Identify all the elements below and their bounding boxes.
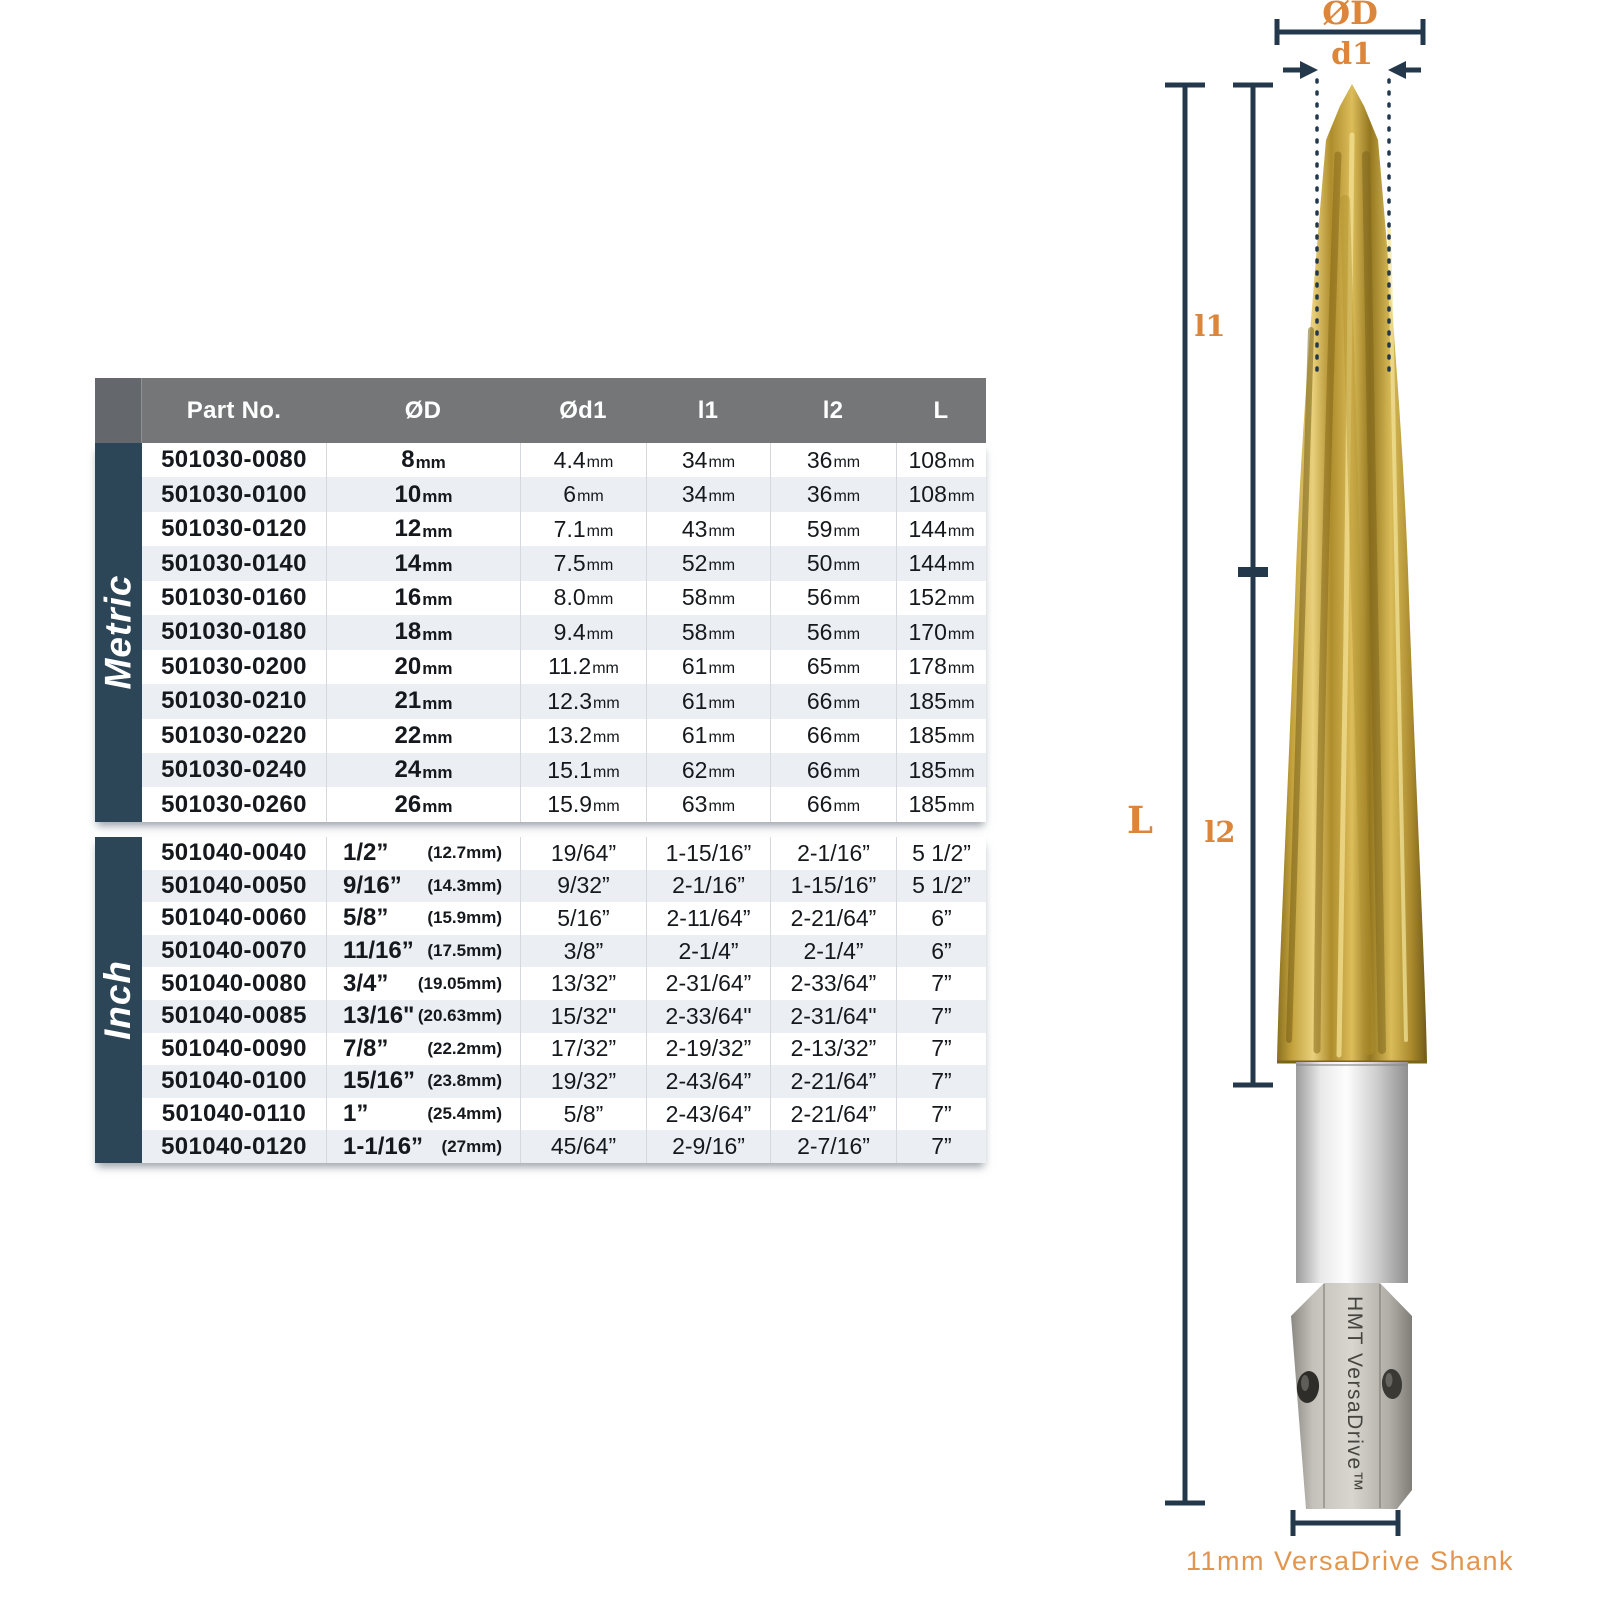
cell-d1: 19/64” bbox=[520, 837, 646, 870]
cell-od: 18 mm bbox=[326, 615, 520, 649]
cell-l2: 56 mm bbox=[770, 581, 896, 615]
cell-part-no: 501030-0140 bbox=[142, 546, 326, 580]
cell-l2: 50 mm bbox=[770, 546, 896, 580]
cell-len: 7” bbox=[896, 1130, 986, 1163]
cell-l1: 61 mm bbox=[646, 650, 770, 684]
cell-part-no: 501030-0080 bbox=[142, 443, 326, 477]
cell-od: 8 mm bbox=[326, 443, 520, 477]
cell-od: 14 mm bbox=[326, 546, 520, 580]
cell-len: 7” bbox=[896, 1000, 986, 1033]
dim-label-l2: l2 bbox=[1204, 815, 1236, 849]
cell-l1: 43 mm bbox=[646, 512, 770, 546]
cell-od: 21 mm bbox=[326, 684, 520, 718]
cell-l2: 2-21/64” bbox=[770, 1065, 896, 1098]
cell-len: 108 mm bbox=[896, 443, 986, 477]
cell-d1: 11.2 mm bbox=[520, 650, 646, 684]
metric-spec-table bbox=[95, 378, 986, 822]
shank-brand-text: HMT VersaDrive™ bbox=[1343, 1296, 1366, 1494]
cell-l1: 61 mm bbox=[646, 684, 770, 718]
cell-len: 170 mm bbox=[896, 615, 986, 649]
cell-od: 26 mm bbox=[326, 787, 520, 821]
cell-od: 13/16" (20.63mm) bbox=[326, 1000, 520, 1033]
cell-od: 16 mm bbox=[326, 581, 520, 615]
cell-part-no: 501030-0260 bbox=[142, 787, 326, 821]
cell-l1: 2-1/16” bbox=[646, 870, 770, 903]
cell-d1: 5/8” bbox=[520, 1098, 646, 1131]
cell-len: 108 mm bbox=[896, 477, 986, 511]
side-tab-inch bbox=[95, 837, 142, 1163]
cell-l1: 2-31/64” bbox=[646, 967, 770, 1000]
cell-l2: 2-1/16” bbox=[770, 837, 896, 870]
cell-od: 1” (25.4mm) bbox=[326, 1098, 520, 1131]
cell-l1: 61 mm bbox=[646, 719, 770, 753]
cell-l1: 52 mm bbox=[646, 546, 770, 580]
cell-len: 185 mm bbox=[896, 719, 986, 753]
cell-l1: 34 mm bbox=[646, 443, 770, 477]
cell-part-no: 501030-0160 bbox=[142, 581, 326, 615]
cell-od: 5/8” (15.9mm) bbox=[326, 902, 520, 935]
cell-od: 1-1/16” (27mm) bbox=[326, 1130, 520, 1163]
cell-od: 15/16” (23.8mm) bbox=[326, 1065, 520, 1098]
cell-d1: 3/8” bbox=[520, 935, 646, 968]
cell-part-no: 501030-0200 bbox=[142, 650, 326, 684]
cell-part-no: 501030-0120 bbox=[142, 512, 326, 546]
header-corner bbox=[95, 378, 142, 443]
cell-len: 5 1/2” bbox=[896, 837, 986, 870]
cell-part-no: 501030-0240 bbox=[142, 753, 326, 787]
cell-len: 185 mm bbox=[896, 787, 986, 821]
table-header-row bbox=[95, 378, 986, 443]
cell-l1: 1-15/16” bbox=[646, 837, 770, 870]
cell-l2: 66 mm bbox=[770, 787, 896, 821]
cell-l1: 2-43/64” bbox=[646, 1065, 770, 1098]
cell-part-no: 501030-0220 bbox=[142, 719, 326, 753]
cell-od: 9/16” (14.3mm) bbox=[326, 870, 520, 903]
dim-label-total-length: L bbox=[1126, 798, 1153, 842]
cell-d1: 9/32” bbox=[520, 870, 646, 903]
cell-d1: 17/32” bbox=[520, 1033, 646, 1066]
cell-d1: 15.1 mm bbox=[520, 753, 646, 787]
cell-od: 3/4” (19.05mm) bbox=[326, 967, 520, 1000]
cell-len: 152 mm bbox=[896, 581, 986, 615]
cell-od: 10 mm bbox=[326, 477, 520, 511]
cell-part-no: 501040-0090 bbox=[142, 1033, 326, 1066]
cell-part-no: 501040-0100 bbox=[142, 1065, 326, 1098]
cell-l2: 36 mm bbox=[770, 477, 896, 511]
cell-part-no: 501040-0040 bbox=[142, 837, 326, 870]
cell-len: 144 mm bbox=[896, 512, 986, 546]
cell-len: 185 mm bbox=[896, 753, 986, 787]
cell-len: 7” bbox=[896, 1033, 986, 1066]
header-part-no: Part No. bbox=[142, 378, 326, 443]
cell-l2: 36 mm bbox=[770, 443, 896, 477]
cell-d1: 8.0 mm bbox=[520, 581, 646, 615]
cell-part-no: 501030-0210 bbox=[142, 684, 326, 718]
cell-od: 1/2” (12.7mm) bbox=[326, 837, 520, 870]
cell-d1: 15/32" bbox=[520, 1000, 646, 1033]
cell-l2: 2-13/32” bbox=[770, 1033, 896, 1066]
cell-part-no: 501040-0120 bbox=[142, 1130, 326, 1163]
cell-l2: 65 mm bbox=[770, 650, 896, 684]
cell-d1: 6 mm bbox=[520, 477, 646, 511]
cell-l2: 2-31/64" bbox=[770, 1000, 896, 1033]
header-od1: Ød1 bbox=[520, 378, 646, 443]
cell-od: 11/16” (17.5mm) bbox=[326, 935, 520, 968]
cell-d1: 12.3 mm bbox=[520, 684, 646, 718]
cell-d1: 45/64” bbox=[520, 1130, 646, 1163]
side-tab-metric bbox=[95, 443, 142, 822]
dim-label-tip-diameter: d1 bbox=[1331, 37, 1373, 72]
reamer-illustration bbox=[1080, 0, 1600, 1600]
cell-l2: 59 mm bbox=[770, 512, 896, 546]
cell-part-no: 501030-0180 bbox=[142, 615, 326, 649]
cell-l1: 2-33/64" bbox=[646, 1000, 770, 1033]
cell-d1: 13/32” bbox=[520, 967, 646, 1000]
reamer-body bbox=[1277, 84, 1427, 1062]
cell-l2: 66 mm bbox=[770, 684, 896, 718]
cell-len: 5 1/2” bbox=[896, 870, 986, 903]
header-total-length: L bbox=[896, 378, 986, 443]
cell-part-no: 501040-0060 bbox=[142, 902, 326, 935]
cell-l1: 58 mm bbox=[646, 615, 770, 649]
cell-len: 6” bbox=[896, 902, 986, 935]
cell-od: 20 mm bbox=[326, 650, 520, 684]
cell-l2: 1-15/16” bbox=[770, 870, 896, 903]
cell-l2: 2-7/16” bbox=[770, 1130, 896, 1163]
cell-part-no: 501040-0080 bbox=[142, 967, 326, 1000]
inch-table-body bbox=[95, 837, 986, 1163]
cell-l2: 2-21/64” bbox=[770, 902, 896, 935]
cell-len: 7” bbox=[896, 1065, 986, 1098]
header-od: ØD bbox=[326, 378, 520, 443]
cell-l1: 2-43/64” bbox=[646, 1098, 770, 1131]
side-tab-label: Metric bbox=[97, 574, 139, 690]
cell-d1: 9.4 mm bbox=[520, 615, 646, 649]
cell-len: 144 mm bbox=[896, 546, 986, 580]
cell-part-no: 501040-0070 bbox=[142, 935, 326, 968]
cell-part-no: 501040-0050 bbox=[142, 870, 326, 903]
dim-label-outer-diameter: ØD bbox=[1322, 0, 1378, 32]
cell-l2: 66 mm bbox=[770, 719, 896, 753]
cell-l1: 2-9/16” bbox=[646, 1130, 770, 1163]
cell-len: 6” bbox=[896, 935, 986, 968]
cell-l1: 58 mm bbox=[646, 581, 770, 615]
cell-part-no: 501040-0085 bbox=[142, 1000, 326, 1033]
cell-d1: 19/32” bbox=[520, 1065, 646, 1098]
cell-l1: 2-1/4” bbox=[646, 935, 770, 968]
side-tab-label: Inch bbox=[97, 959, 139, 1040]
cell-od: 7/8” (22.2mm) bbox=[326, 1033, 520, 1066]
cell-d1: 4.4 mm bbox=[520, 443, 646, 477]
cell-l2: 56 mm bbox=[770, 615, 896, 649]
cell-d1: 13.2 mm bbox=[520, 719, 646, 753]
cell-l1: 63 mm bbox=[646, 787, 770, 821]
cell-len: 178 mm bbox=[896, 650, 986, 684]
cell-part-no: 501030-0100 bbox=[142, 477, 326, 511]
cell-l1: 2-11/64” bbox=[646, 902, 770, 935]
header-l1: l1 bbox=[646, 378, 770, 443]
header-l2: l2 bbox=[770, 378, 896, 443]
hex-shank bbox=[1291, 1283, 1412, 1509]
dim-label-l1: l1 bbox=[1194, 309, 1226, 343]
cell-len: 185 mm bbox=[896, 684, 986, 718]
cell-d1: 15.9 mm bbox=[520, 787, 646, 821]
cell-l1: 34 mm bbox=[646, 477, 770, 511]
cell-len: 7” bbox=[896, 1098, 986, 1131]
cell-d1: 5/16” bbox=[520, 902, 646, 935]
cell-d1: 7.5 mm bbox=[520, 546, 646, 580]
cell-part-no: 501040-0110 bbox=[142, 1098, 326, 1131]
cell-l2: 2-21/64” bbox=[770, 1098, 896, 1131]
cell-od: 24 mm bbox=[326, 753, 520, 787]
shank-caption: 11mm VersaDrive Shank bbox=[1185, 1546, 1515, 1576]
cell-od: 12 mm bbox=[326, 512, 520, 546]
cell-l2: 2-33/64” bbox=[770, 967, 896, 1000]
cell-l1: 2-19/32” bbox=[646, 1033, 770, 1066]
cell-l2: 66 mm bbox=[770, 753, 896, 787]
cell-l2: 2-1/4” bbox=[770, 935, 896, 968]
cell-od: 22 mm bbox=[326, 719, 520, 753]
shank-neck bbox=[1296, 1062, 1408, 1283]
cell-l1: 62 mm bbox=[646, 753, 770, 787]
metric-table-body bbox=[95, 443, 986, 822]
cell-len: 7” bbox=[896, 967, 986, 1000]
cell-d1: 7.1 mm bbox=[520, 512, 646, 546]
inch-spec-table bbox=[95, 837, 986, 1163]
